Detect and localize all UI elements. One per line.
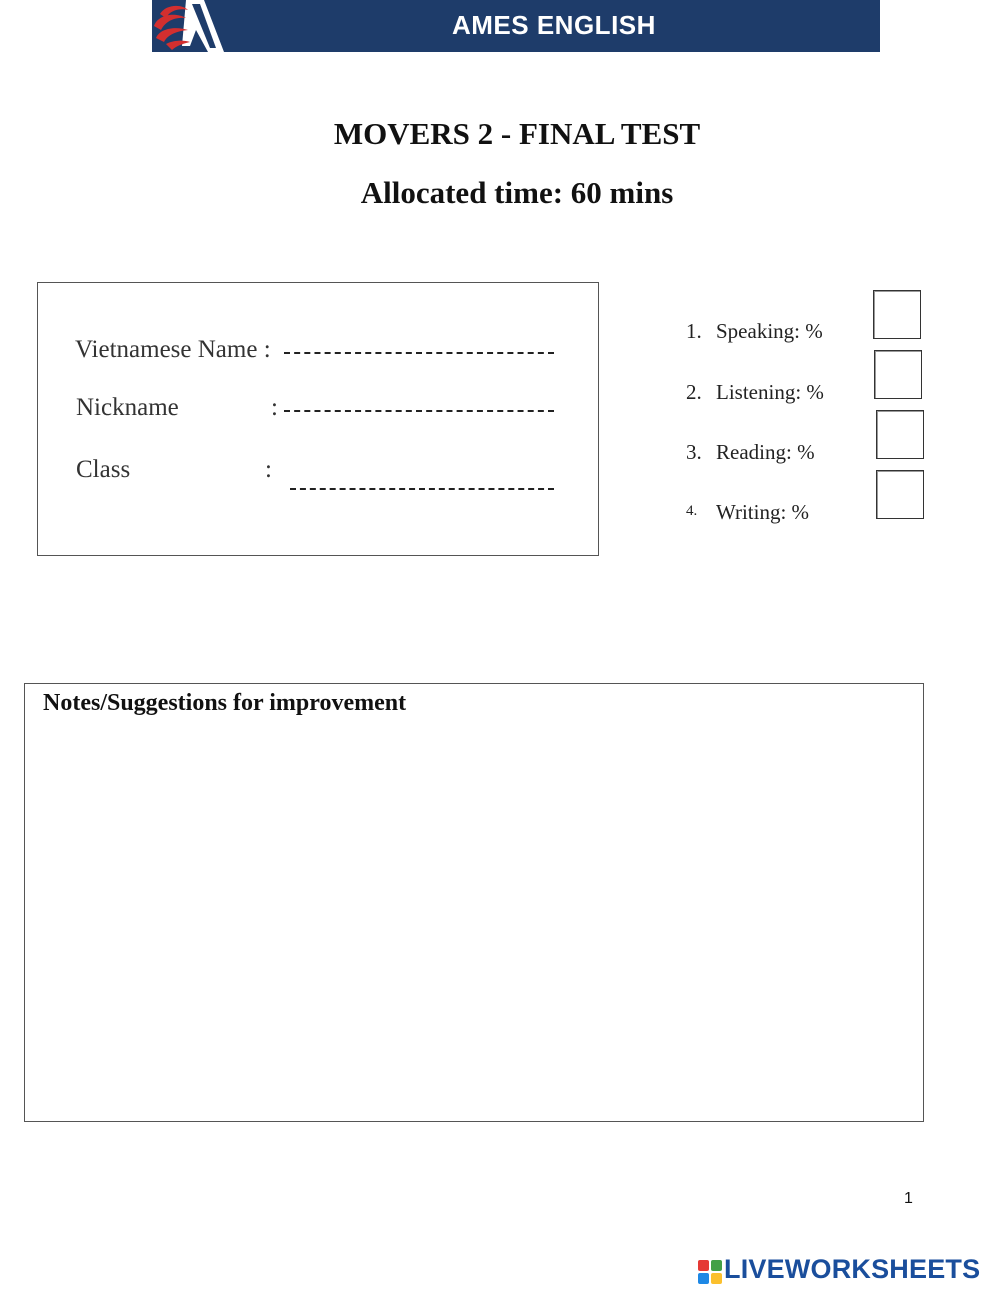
class-label: Class [76, 456, 131, 483]
speaking-label: Speaking: % [716, 319, 823, 343]
vietnamese-name-field[interactable] [284, 352, 554, 354]
notes-box[interactable] [24, 683, 924, 1122]
nickname-colon: : [271, 394, 278, 421]
writing-score-box[interactable] [876, 470, 924, 519]
class-colon: : [265, 456, 272, 483]
nickname-label: Nickname [76, 394, 179, 421]
test-title: MOVERS 2 - FINAL TEST [333, 116, 701, 151]
listening-score-box[interactable] [874, 350, 922, 399]
brand-name: AMES ENGLISH [452, 10, 656, 40]
nickname-field[interactable] [284, 410, 554, 412]
vietnamese-name-label: Vietnamese Name : [75, 336, 271, 363]
liveworksheets-watermark: LIVEWORKSHEETS [724, 1254, 981, 1284]
page-number: 1 [904, 1190, 913, 1207]
listening-label: Listening: % [716, 380, 824, 404]
ames-logo-icon [146, 0, 226, 52]
liveworksheets-logo-icon [698, 1260, 722, 1284]
score-number: 2. [686, 380, 702, 404]
allocated-time: Allocated time: 60 mins [360, 175, 674, 210]
writing-label: Writing: % [716, 500, 810, 524]
class-field[interactable] [290, 488, 554, 490]
speaking-score-box[interactable] [873, 290, 921, 339]
score-number: 1. [686, 319, 702, 343]
reading-score-box[interactable] [876, 410, 924, 459]
notes-label: Notes/Suggestions for improvement [43, 690, 407, 716]
score-number: 3. [686, 440, 702, 464]
reading-label: Reading: % [716, 440, 815, 464]
score-number: 4. [686, 503, 698, 519]
